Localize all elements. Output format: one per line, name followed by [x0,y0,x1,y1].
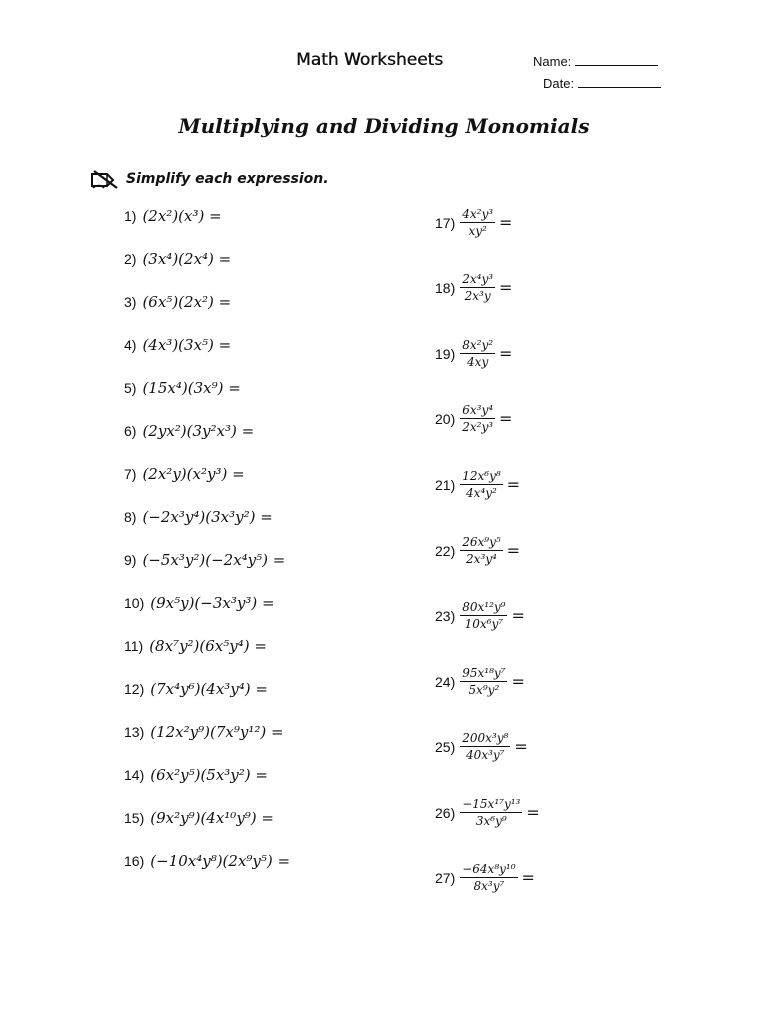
problem-6 [124,422,254,440]
problem-expression: (2yx²)(3y²x³) = [142,422,255,440]
equals-sign: = [521,868,535,887]
problem-number: 14) [124,767,145,783]
problem-2 [124,250,231,268]
problem-22 [435,535,520,566]
problem-number: 27) [435,869,456,886]
problem-expression: (2x²)(x³) = [142,207,222,225]
fraction-denominator: 2x²y³ [462,420,494,434]
problem-expression: (7x⁴y⁶)(4x³y⁴) = [150,680,268,698]
problem-expression: (2x²y)(x²y³) = [142,465,245,483]
fraction-numerator: 95x¹⁸y⁷ [462,666,506,680]
problem-21 [435,469,520,500]
fraction-denominator: 2x³y⁴ [466,552,497,566]
name-field [533,53,658,69]
date-blank-line[interactable] [578,75,661,88]
equals-sign: = [526,803,540,822]
fraction-numerator: 6x³y⁴ [462,403,494,417]
fraction-denominator: xy² [468,224,487,238]
problem-9 [124,551,285,569]
worksheet-title: Multiplying and Dividing Monomials [178,114,590,138]
equals-sign: = [511,606,525,625]
problem-8 [124,508,273,526]
problem-expression: (9x⁵y)(−3x³y³) = [150,594,275,612]
problem-expression: (−2x³y⁴)(3x³y²) = [142,508,273,526]
problem-number: 22) [435,542,456,559]
fraction [460,731,510,762]
problem-1 [124,207,222,225]
problem-5 [124,379,241,397]
problem-number: 7) [124,466,137,482]
problem-number: 1) [124,208,137,224]
fraction [460,338,495,369]
problem-number: 9) [124,552,137,568]
problem-number: 16) [124,853,145,869]
problem-expression: (15x⁴)(3x⁹) = [142,379,241,397]
problem-number: 3) [124,294,137,310]
fraction-numerator: 4x²y³ [462,207,494,221]
problem-number: 2) [124,251,137,267]
problem-number: 23) [435,607,456,624]
fraction-denominator: 4xy [467,355,489,369]
fraction-numerator: 26x⁹y⁵ [462,535,501,549]
fraction-numerator: 8x²y² [462,338,494,352]
fraction-denominator: 10x⁶y⁷ [464,617,504,631]
fraction [460,797,522,828]
fraction-denominator: 2x³y [464,289,491,303]
problem-15 [124,809,274,827]
fraction-denominator: 8x³y⁷ [473,879,505,893]
problem-number: 26) [435,804,456,821]
equals-sign: = [499,278,513,297]
instruction [90,168,329,190]
problem-12 [124,680,268,698]
fraction-numerator: 12x⁶y⁸ [462,469,501,483]
problem-number: 13) [124,724,145,740]
problem-24 [435,666,525,697]
fraction [460,403,495,434]
instruction-text: Simplify each expression. [126,171,329,187]
problem-expression: (4x³)(3x⁵) = [142,336,232,354]
equals-sign: = [499,213,513,232]
problem-number: 21) [435,476,456,493]
fraction [460,862,517,893]
problem-17 [435,207,512,238]
problem-16 [124,852,290,870]
problem-number: 11) [124,638,144,654]
problem-number: 15) [124,810,145,826]
fraction [460,600,507,631]
fraction-numerator: 2x⁴y³ [462,272,494,286]
problem-23 [435,600,525,631]
equals-sign: = [511,672,525,691]
problem-number: 17) [435,214,456,231]
problem-7 [124,465,245,483]
problem-expression: (9x²y⁹)(4x¹⁰y⁹) = [150,809,274,827]
problem-27 [435,862,535,893]
fraction [460,207,495,238]
problem-13 [124,723,284,741]
problem-20 [435,403,512,434]
problem-expression: (6x²y⁵)(5x³y²) = [150,766,268,784]
equals-sign: = [506,541,521,560]
problem-number: 24) [435,673,456,690]
equals-sign: = [514,737,528,756]
problem-26 [435,797,540,828]
problem-19 [435,338,512,369]
fraction [460,272,495,303]
fraction-numerator: −64x⁸y¹⁰ [462,862,516,876]
fraction-denominator: 40x³y⁷ [466,748,505,762]
problem-14 [124,766,268,784]
problem-expression: (8x⁷y²)(6x⁵y⁴) = [149,637,267,655]
problem-expression: (−10x⁴y⁸)(2x⁹y⁵) = [150,852,291,870]
header-title: Math Worksheets [296,50,444,70]
problem-3 [124,293,231,311]
date-label: Date: [543,76,575,91]
problem-expression: (−5x³y²)(−2x⁴y⁵) = [142,551,286,569]
equals-sign: = [499,409,513,428]
problem-10 [124,594,275,612]
fraction-denominator: 4x⁴y² [466,486,497,500]
problem-4 [124,336,231,354]
equals-sign: = [506,475,521,494]
problem-number: 12) [124,681,145,697]
problem-number: 10) [124,595,145,611]
problem-expression: (12x²y⁹)(7x⁹y¹²) = [150,723,284,741]
problem-number: 25) [435,738,456,755]
fraction [460,469,502,500]
fraction-numerator: 200x³y⁸ [462,731,509,745]
pencil-icon [90,168,120,190]
problem-25 [435,731,528,762]
date-field [543,75,661,91]
problem-number: 18) [435,279,456,296]
problem-expression: (3x⁴)(2x⁴) = [142,250,232,268]
fraction-denominator: 3x⁶y⁹ [475,814,507,828]
problem-11 [124,637,267,655]
fraction [460,666,507,697]
problem-number: 20) [435,410,456,427]
fraction-numerator: 80x¹²y⁹ [462,600,506,614]
problem-number: 19) [435,345,456,362]
problem-number: 4) [124,337,137,353]
problem-expression: (6x⁵)(2x²) = [142,293,232,311]
name-blank-line[interactable] [575,53,658,66]
problem-number: 8) [124,509,137,525]
problem-18 [435,272,512,303]
problem-number: 6) [124,423,137,439]
problem-number: 5) [124,380,137,396]
fraction-denominator: 5x⁹y² [468,683,500,697]
name-label: Name: [533,54,572,69]
fraction [460,535,502,566]
fraction-numerator: −15x¹⁷y¹³ [462,797,521,811]
equals-sign: = [499,344,513,363]
